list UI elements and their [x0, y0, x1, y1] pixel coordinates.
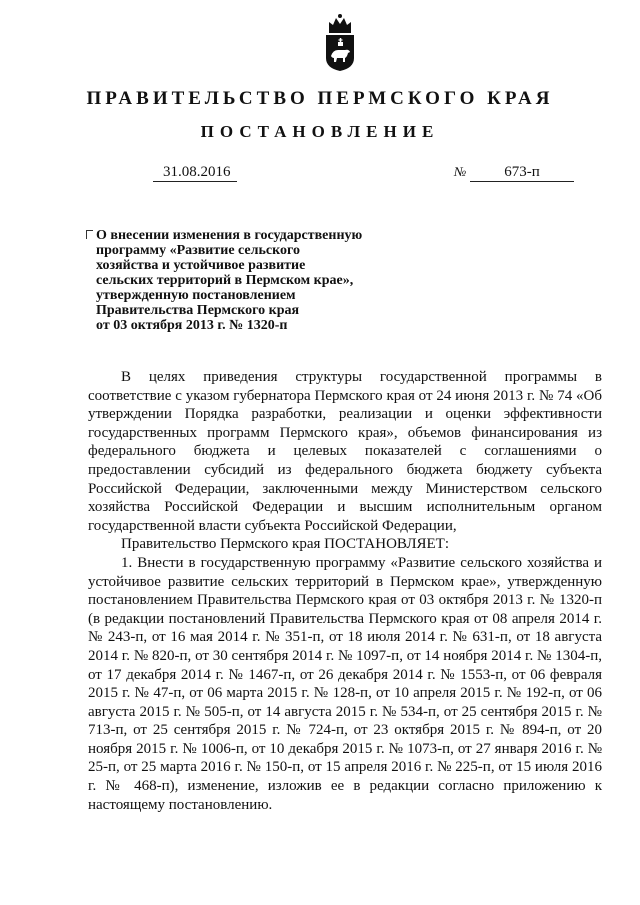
corner-mark: [86, 230, 93, 239]
document-body: [88, 368, 602, 814]
subject-line: программу «Развитие сельского: [96, 243, 300, 258]
number-sign: №: [454, 164, 467, 179]
document-subject: [96, 228, 416, 333]
clause-1-paragraph: 1. Внести в государственную программу «Развитие сельского хозяйства и устойчивое развитие сельских территорий в Пермском крае», утвержденную постановлением Правительства Пермского края от 03 октября 2013 г. № 1320-п (в редакции постановлений Правительства Пермского края от 08 апреля 2014 г. № 243-п, от 16 мая 2014 г. № 351-п, от 18 июля 2014 г. № 631-п, от 18 августа 2014 г. № 820-п, от 30 сентября 2014 г. № 1097-п, от 14 ноября 2014 г. № 1304-п, от 17 декабря 2014 г. № 1467-п, от 26 декабря 2014 г. № 1553-п, от 06 февраля 2015 г. № 47-п, от 06 марта 2015 г. № 128-п, от 10 апреля 2015 г. № 192-п, от 06 августа 2015 г. № 505-п, от 14 августа 2015 г. № 534-п, от 25 сентября 2015 г. № 713-п, от 25 сентября 2015 г. № 724-п, от 23 октября 2015 г. № 894-п, от 20 ноября 2015 г. № 1006-п, от 10 декабря 2015 г. № 1073-п, от 27 января 2016 г. № 25-п, от 25 марта 2016 г. № 150-п, от 15 апреля 2016 г. № 225-п, от 15 июля 2016 г. № 468-п), изменение, изложив ее в редакции согласно приложению к настоящему постановлению.: [88, 554, 602, 813]
document-type: ПОСТАНОВЛЕНИЕ: [200, 122, 440, 141]
document-number: 673-п: [470, 164, 574, 182]
resolution-paragraph: Правительство Пермского края ПОСТАНОВЛЯЕТ:: [121, 536, 450, 553]
preamble-paragraph: В целях приведения структуры государственной программы в соответствие с указом губернатора Пермского края от 24 июня 2013 г. № 74 «Об утверждении Порядка разработки, реализации и оценки эффективности государственных программ Пермского края», объемов финансирования из федерального бюджета и целевых показателей с соглашениями о предоставлении субсидий из федерального бюджета бюджету субъекта Российской Федерации, заключенными между Министерством сельского хозяйства Российской Федерации и высшим исполнительным органом государственной власти субъекта Российской Федерации,: [88, 369, 602, 534]
subject-line: от 03 октября 2013 г. № 1320-п: [96, 318, 288, 333]
subject-line: О внесении изменения в государственную: [96, 228, 363, 243]
document-number-field: [454, 164, 574, 182]
coat-of-arms-icon: [323, 12, 357, 72]
document-date: 31.08.2016: [153, 164, 237, 182]
subject-line: сельских территорий в Пермском крае»,: [96, 273, 354, 288]
subject-line: Правительства Пермского края: [96, 303, 300, 318]
subject-line: утвержденную постановлением: [96, 288, 296, 303]
organization-name: ПРАВИТЕЛЬСТВО ПЕРМСКОГО КРАЯ: [86, 88, 554, 109]
subject-line: хозяйства и устойчивое развитие: [96, 258, 306, 273]
